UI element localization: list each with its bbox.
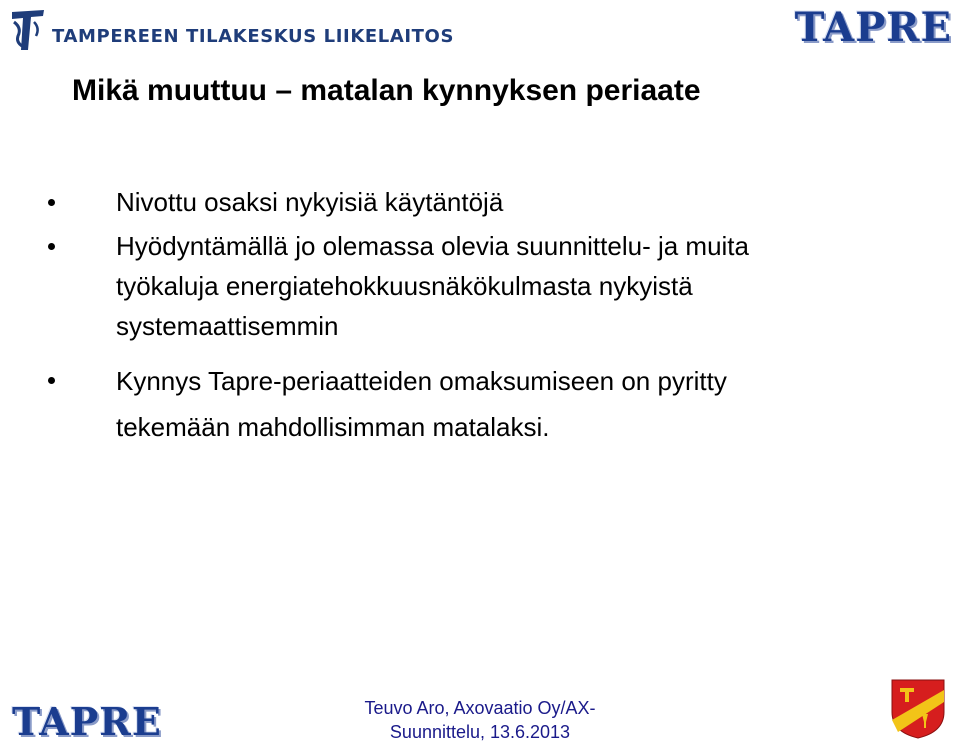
- list-item-line: Nivottu osaksi nykyisiä käytäntöjä: [116, 187, 504, 217]
- org-logo-text: TAMPEREEN TILAKESKUS LIIKELAITOS: [52, 26, 455, 47]
- footer-credit: [320, 696, 640, 744]
- brand-wordmark-bottom: TAPRE: [12, 699, 162, 744]
- tampere-t-logo-icon: [8, 6, 48, 52]
- org-logo: [8, 6, 455, 54]
- list-item-text: [116, 224, 946, 348]
- list-item-line: Hyödyntämällä jo olemassa olevia suunnittelu- ja muita: [116, 231, 749, 261]
- list-item-line: Kynnys Tapre-periaatteiden omaksumiseen on pyritty: [116, 366, 727, 396]
- list-item-text: [116, 180, 946, 224]
- bullet-marker: [48, 243, 55, 250]
- footer-credit-line: Teuvo Aro, Axovaatio Oy/AX-: [364, 698, 596, 718]
- tampere-coat-of-arms-icon: [888, 676, 948, 740]
- bullet-marker: [48, 199, 55, 206]
- page-title: Mikä muuttuu – matalan kynnyksen periaate: [72, 74, 701, 107]
- brand-wordmark-top: TAPRE: [794, 4, 952, 51]
- footer-credit-line: Suunnittelu, 13.6.2013: [389, 722, 571, 742]
- list-item-line: systemaattisemmin: [116, 311, 339, 341]
- list-item-line: työkaluja energiatehokkuusnäkökulmasta nykyistä: [116, 271, 693, 301]
- bullet-marker: [48, 377, 55, 384]
- list-item-line: tekemään mahdollisimman matalaksi.: [116, 412, 550, 442]
- list-item-text: [116, 358, 946, 450]
